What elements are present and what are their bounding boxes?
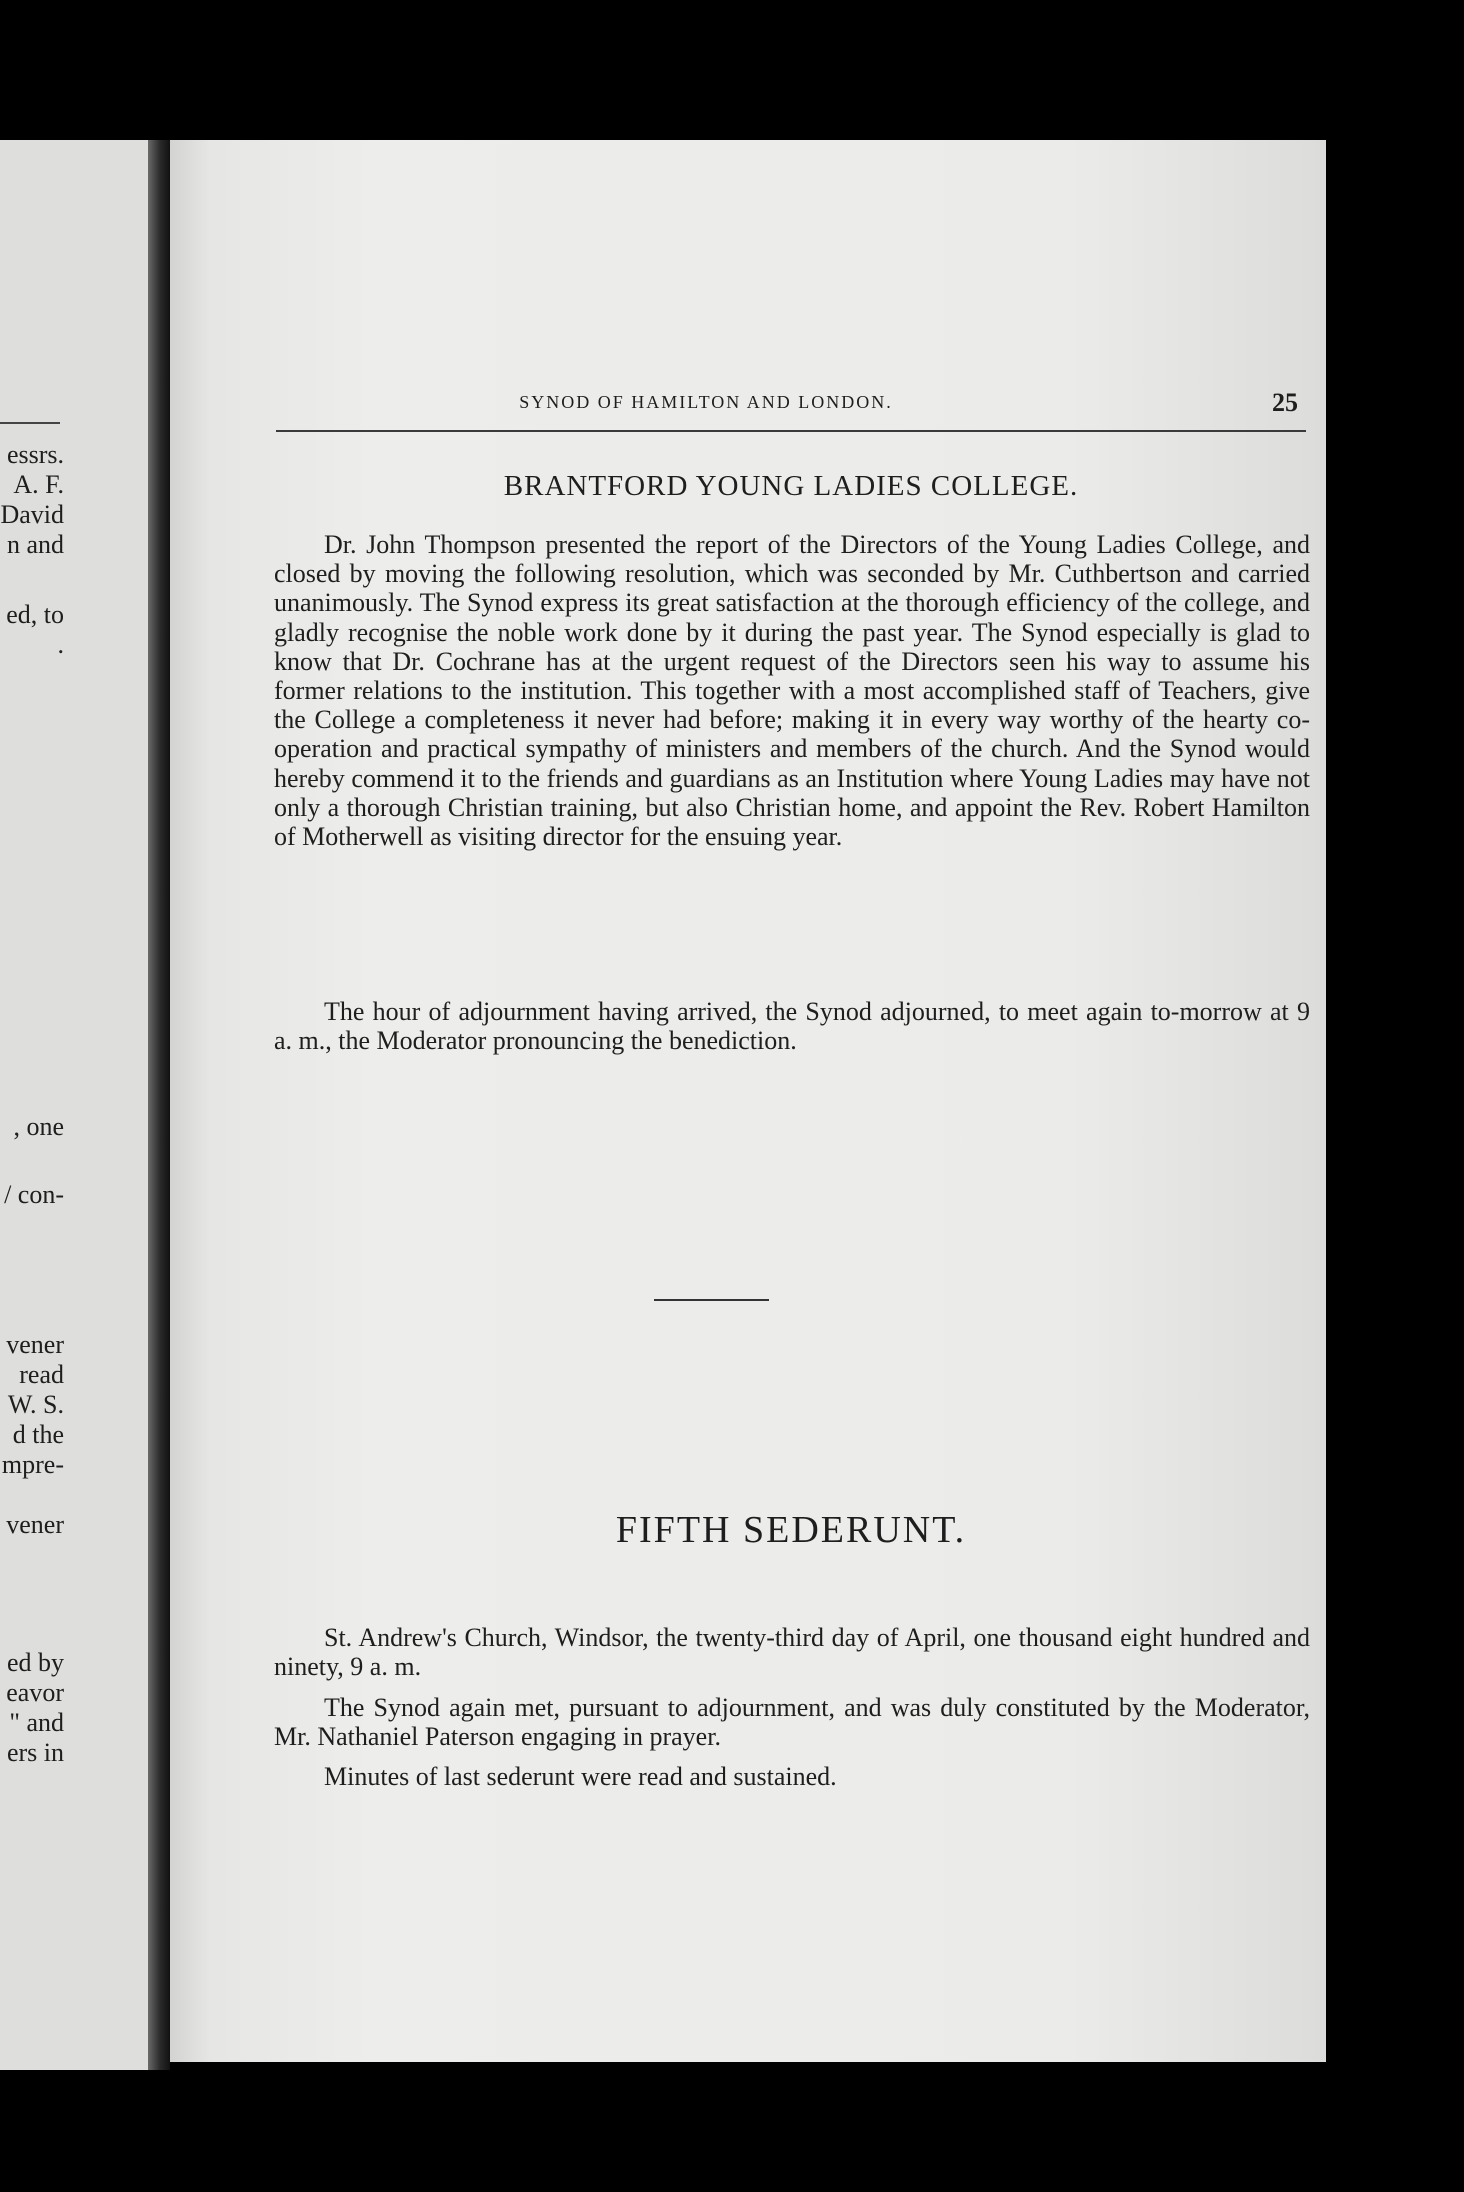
left-page-line: ed by bbox=[6, 1648, 64, 1677]
left-page-line: vener bbox=[6, 1330, 64, 1359]
left-page-line: ers in bbox=[6, 1738, 64, 1767]
left-page-line: n and bbox=[6, 530, 64, 559]
page-number: 25 bbox=[1272, 388, 1298, 417]
left-page-rule bbox=[0, 422, 60, 424]
adjournment-paragraph: The hour of adjournment having arrived, the Synod adjourned, to meet again to-morrow at 9 a. m., the Moderator pronouncing the benediction. bbox=[274, 997, 1310, 1056]
section-divider bbox=[654, 1299, 769, 1301]
left-page-line: A. F. bbox=[13, 470, 64, 499]
left-page-line: ed, to bbox=[6, 600, 64, 629]
left-facing-page bbox=[0, 140, 148, 2070]
section-heading-college: BRANTFORD YOUNG LADIES COLLEGE. bbox=[503, 470, 1079, 502]
left-page-line: read bbox=[19, 1360, 64, 1389]
left-page-line: vener bbox=[6, 1510, 64, 1539]
left-page-line: / con- bbox=[4, 1180, 64, 1209]
left-page-line: d the bbox=[12, 1420, 64, 1449]
left-page-line: " and bbox=[9, 1708, 64, 1737]
report-paragraph: Dr. John Thompson presented the report of the Directors of the Young Ladies College, and closed by moving the following resolution, which was seconded by Mr. Cuthbertson and carried unanimously. The Synod express its great satisfaction at the thorough efficiency of the college, and gladly recognise the noble work done by it during the past year. The Synod especially is glad to know that Dr. Cochrane has at the urgent request of the Directors seen his way to assume his former relations to the institution. This together with a most accomplished staff of Teachers, give the College a completeness it never had before; making it in every way worthy of the hearty co-operation and practical sympathy of ministers and members of the church. And the Synod would hereby commend it to the friends and guardians as an Institution where Young Ladies may have not only a thorough Christian training, but also Christian home, and appoint the Rev. Robert Hamilton of Motherwell as visiting director for the ensuing year. bbox=[274, 530, 1310, 852]
left-page-line: essrs. bbox=[6, 440, 64, 469]
left-page-line: . bbox=[57, 630, 64, 659]
section-heading-sederunt: FIFTH SEDERUNT. bbox=[615, 1509, 967, 1551]
running-head-rule bbox=[276, 430, 1306, 432]
left-page-line: David bbox=[0, 500, 64, 529]
book-gutter bbox=[148, 140, 170, 2070]
page-25 bbox=[170, 140, 1326, 2062]
left-page-line: mpre- bbox=[1, 1450, 64, 1479]
synod-met-paragraph: The Synod again met, pursuant to adjournment, and was duly constituted by the Moderator, Mr. Nathaniel Paterson engaging in prayer. bbox=[274, 1693, 1310, 1752]
minutes-paragraph: Minutes of last sederunt were read and sustained. bbox=[324, 1762, 837, 1791]
church-date-paragraph: St. Andrew's Church, Windsor, the twenty-third day of April, one thousand eight hundred and ninety, 9 a. m. bbox=[274, 1623, 1310, 1682]
running-head bbox=[276, 388, 1308, 418]
left-page-line: eavor bbox=[6, 1678, 64, 1707]
running-head-title: SYNOD OF HAMILTON AND LONDON. bbox=[519, 392, 893, 412]
left-page-line: W. S. bbox=[7, 1390, 64, 1419]
left-page-line: , one bbox=[13, 1112, 64, 1141]
